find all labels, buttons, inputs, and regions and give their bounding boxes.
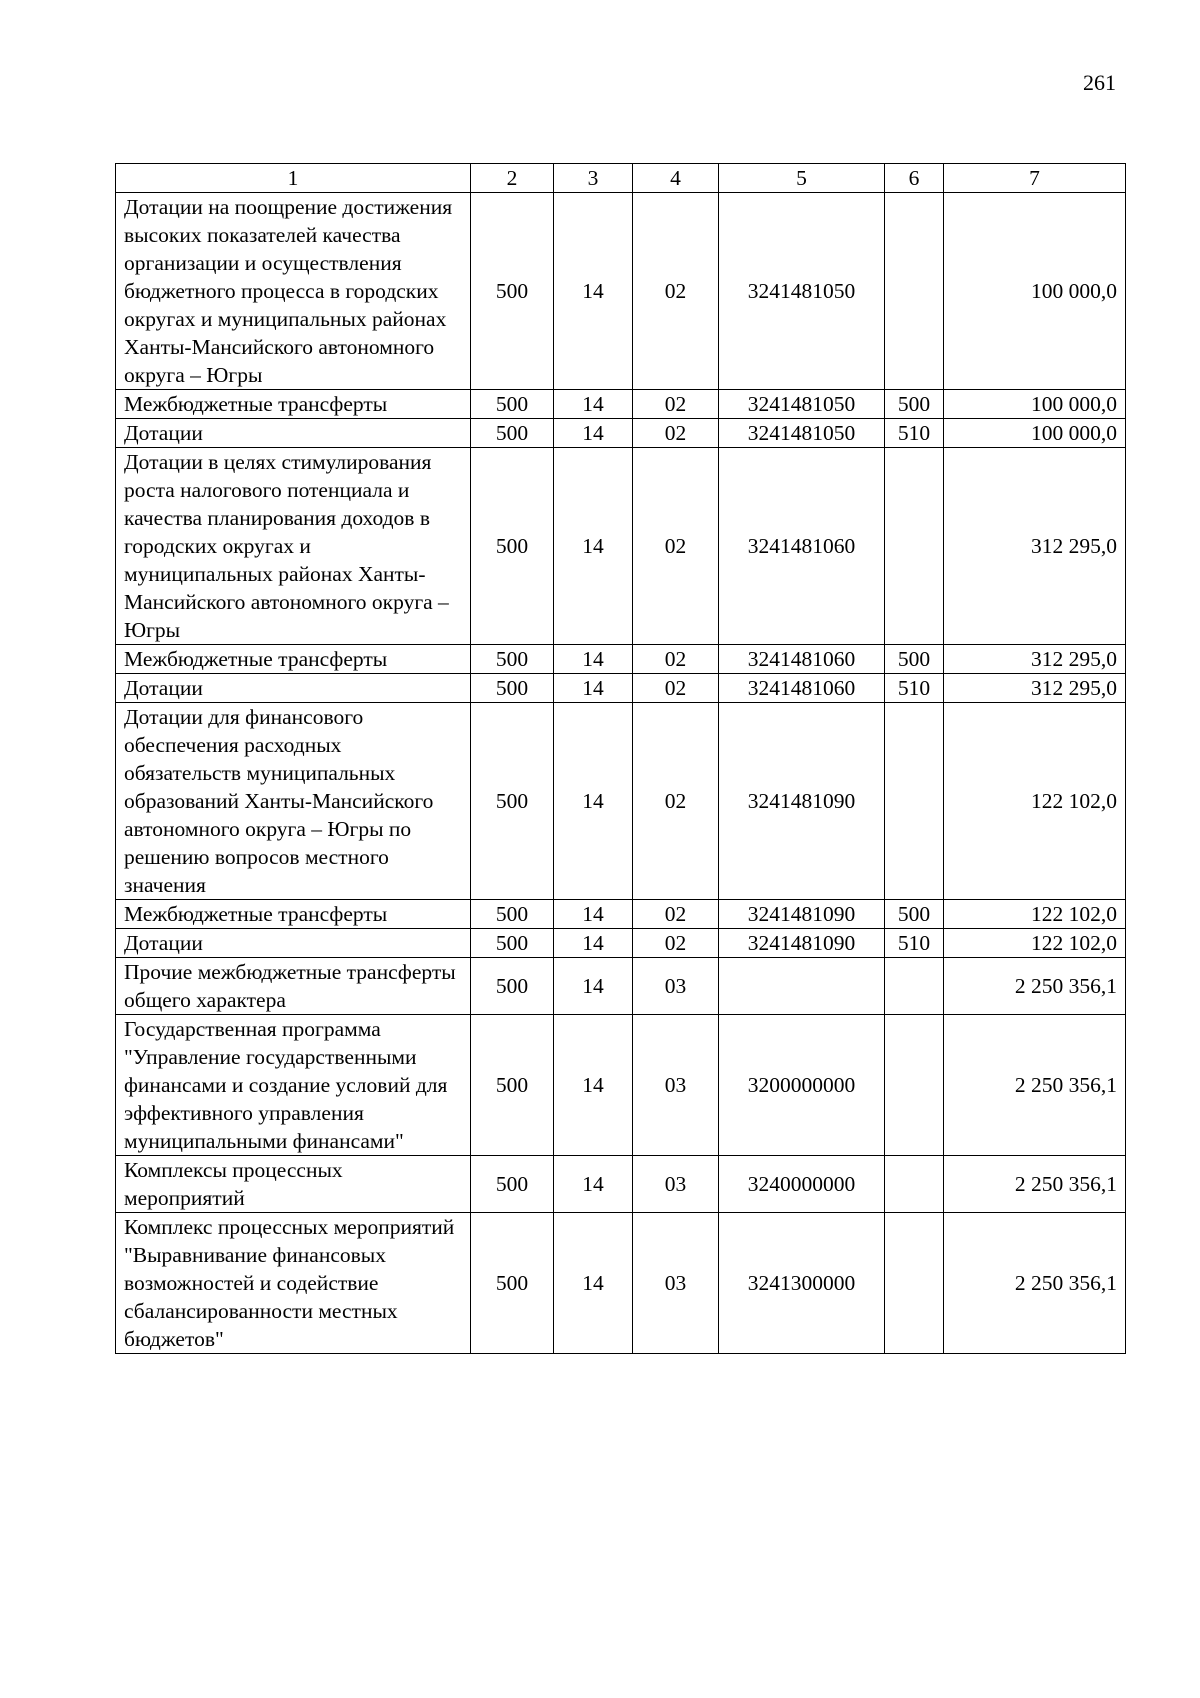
row-col-4: 02	[633, 703, 719, 900]
row-name: Дотации	[116, 419, 471, 448]
row-amount: 2 250 356,1	[944, 1156, 1126, 1213]
row-col-4: 02	[633, 674, 719, 703]
row-col-5: 3241481050	[719, 193, 885, 390]
table-row	[116, 703, 1126, 900]
row-col-4: 03	[633, 1015, 719, 1156]
row-col-6	[885, 1156, 944, 1213]
row-col-3: 14	[554, 1213, 633, 1354]
header-col-1: 1	[116, 164, 471, 193]
row-name: Дотации на поощрение достижения высоких показателей качества организации и осуществления бюджетного процесса в городских округах и муниципальных районах Ханты-Мансийского автономного округа – Югры	[116, 193, 471, 390]
row-col-5: 3241481090	[719, 703, 885, 900]
row-col-6: 500	[885, 900, 944, 929]
row-col-2: 500	[471, 448, 554, 645]
row-col-6	[885, 958, 944, 1015]
row-col-2: 500	[471, 419, 554, 448]
row-col-6: 500	[885, 390, 944, 419]
row-col-4: 03	[633, 1213, 719, 1354]
row-col-6	[885, 448, 944, 645]
row-col-2: 500	[471, 929, 554, 958]
row-col-5: 3241481060	[719, 674, 885, 703]
row-col-4: 02	[633, 419, 719, 448]
header-row	[116, 164, 1126, 193]
row-col-6	[885, 193, 944, 390]
page-number: 261	[1083, 70, 1116, 95]
header-col-5: 5	[719, 164, 885, 193]
row-col-3: 14	[554, 390, 633, 419]
row-col-3: 14	[554, 929, 633, 958]
row-col-4: 02	[633, 929, 719, 958]
table-row	[116, 929, 1126, 958]
row-amount: 100 000,0	[944, 390, 1126, 419]
header-col-3: 3	[554, 164, 633, 193]
row-col-4: 03	[633, 958, 719, 1015]
table-row	[116, 958, 1126, 1015]
row-col-5: 3241481090	[719, 929, 885, 958]
row-col-3: 14	[554, 1015, 633, 1156]
row-name: Дотации для финансового обеспечения расходных обязательств муниципальных образований Ханты-Мансийского автономного округа – Югры по решению вопросов местного значения	[116, 703, 471, 900]
row-amount: 100 000,0	[944, 419, 1126, 448]
table-row	[116, 448, 1126, 645]
header-col-4: 4	[633, 164, 719, 193]
row-name: Межбюджетные трансферты	[116, 645, 471, 674]
table-row	[116, 1213, 1126, 1354]
row-col-5: 3241481050	[719, 419, 885, 448]
row-amount: 122 102,0	[944, 703, 1126, 900]
row-col-3: 14	[554, 674, 633, 703]
row-col-4: 03	[633, 1156, 719, 1213]
row-col-6: 510	[885, 419, 944, 448]
table-row	[116, 390, 1126, 419]
table-row	[116, 645, 1126, 674]
row-name: Комплекс процессных мероприятий "Выравнивание финансовых возможностей и содействие сбалансированности местных бюджетов"	[116, 1213, 471, 1354]
row-col-5: 3241481060	[719, 645, 885, 674]
row-col-2: 500	[471, 1213, 554, 1354]
row-name: Дотации	[116, 929, 471, 958]
row-col-6	[885, 1213, 944, 1354]
row-col-2: 500	[471, 703, 554, 900]
row-col-2: 500	[471, 958, 554, 1015]
row-col-2: 500	[471, 390, 554, 419]
row-name: Дотации	[116, 674, 471, 703]
row-col-5	[719, 958, 885, 1015]
row-col-5: 3241481060	[719, 448, 885, 645]
table-row	[116, 419, 1126, 448]
row-col-3: 14	[554, 193, 633, 390]
row-col-6: 500	[885, 645, 944, 674]
row-col-2: 500	[471, 674, 554, 703]
row-col-2: 500	[471, 645, 554, 674]
row-col-3: 14	[554, 703, 633, 900]
row-col-6	[885, 1015, 944, 1156]
row-amount: 122 102,0	[944, 900, 1126, 929]
row-col-3: 14	[554, 900, 633, 929]
row-col-5: 3200000000	[719, 1015, 885, 1156]
row-col-3: 14	[554, 419, 633, 448]
row-col-6: 510	[885, 674, 944, 703]
row-col-6	[885, 703, 944, 900]
row-name: Межбюджетные трансферты	[116, 900, 471, 929]
row-col-2: 500	[471, 1156, 554, 1213]
row-amount: 2 250 356,1	[944, 1015, 1126, 1156]
row-col-2: 500	[471, 900, 554, 929]
row-amount: 2 250 356,1	[944, 1213, 1126, 1354]
row-amount: 312 295,0	[944, 448, 1126, 645]
row-col-4: 02	[633, 645, 719, 674]
row-col-4: 02	[633, 448, 719, 645]
row-amount: 100 000,0	[944, 193, 1126, 390]
row-name: Межбюджетные трансферты	[116, 390, 471, 419]
row-name: Прочие межбюджетные трансферты общего характера	[116, 958, 471, 1015]
budget-table	[115, 163, 1126, 1354]
row-col-2: 500	[471, 193, 554, 390]
row-amount: 312 295,0	[944, 645, 1126, 674]
table-row	[116, 900, 1126, 929]
row-col-2: 500	[471, 1015, 554, 1156]
row-amount: 312 295,0	[944, 674, 1126, 703]
row-col-4: 02	[633, 900, 719, 929]
row-col-5: 3241481050	[719, 390, 885, 419]
row-col-3: 14	[554, 1156, 633, 1213]
header-col-6: 6	[885, 164, 944, 193]
table-row	[116, 193, 1126, 390]
row-name: Государственная программа "Управление государственными финансами и создание условий для эффективного управления муниципальными финансами"	[116, 1015, 471, 1156]
row-col-3: 14	[554, 958, 633, 1015]
row-col-4: 02	[633, 390, 719, 419]
row-col-3: 14	[554, 448, 633, 645]
row-amount: 122 102,0	[944, 929, 1126, 958]
row-amount: 2 250 356,1	[944, 958, 1126, 1015]
row-col-5: 3241300000	[719, 1213, 885, 1354]
row-col-4: 02	[633, 193, 719, 390]
table-row	[116, 1015, 1126, 1156]
row-col-3: 14	[554, 645, 633, 674]
row-name: Дотации в целях стимулирования роста налогового потенциала и качества планирования доходов в городских округах и муниципальных районах Ханты-Мансийского автономного округа – Югры	[116, 448, 471, 645]
header-col-2: 2	[471, 164, 554, 193]
row-col-5: 3241481090	[719, 900, 885, 929]
table-row	[116, 1156, 1126, 1213]
row-name: Комплексы процессных мероприятий	[116, 1156, 471, 1213]
header-col-7: 7	[944, 164, 1126, 193]
table-row	[116, 674, 1126, 703]
row-col-5: 3240000000	[719, 1156, 885, 1213]
row-col-6: 510	[885, 929, 944, 958]
